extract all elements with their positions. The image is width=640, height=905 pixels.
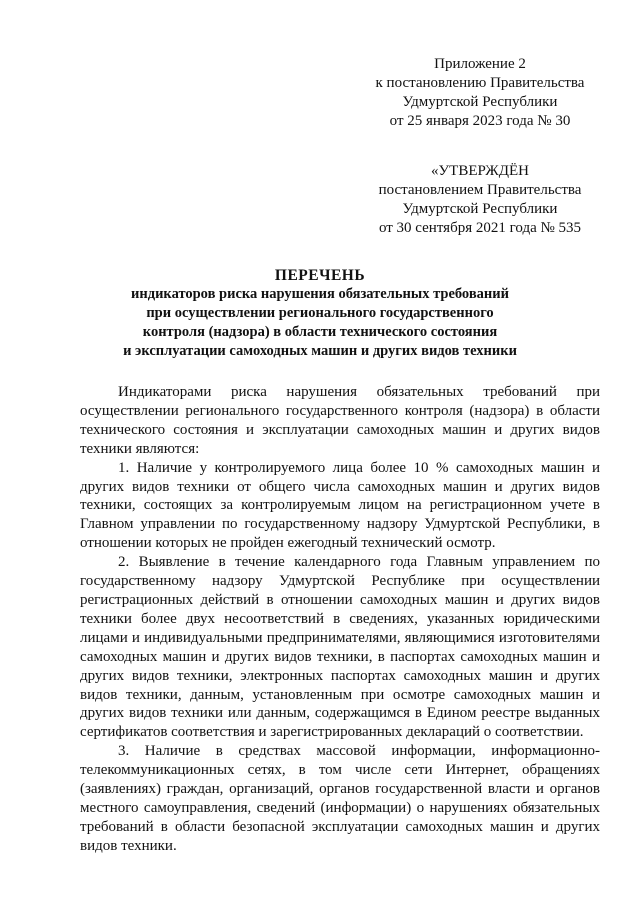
document-title (40, 266, 600, 361)
document-body (80, 383, 600, 856)
list-item: 3. Наличие в средствах массовой информации, информационно-телекоммуникационных сетях, в том числе сети Интернет, обращениях (заявлениях) граждан, организаций, органов государственной власти и органов местного самоуправления, сведений (информации) о нарушениях обязательных требований в области безопасной эксплуатации самоходных машин и других видов техники. (80, 743, 600, 854)
annex-line: от 25 января 2023 года № 30 (389, 113, 571, 129)
approved-line: Удмуртской Республики (402, 201, 558, 217)
title-line: и эксплуатации самоходных машин и других видов техники (123, 343, 517, 359)
title-heading: ПЕРЕЧЕНЬ (274, 267, 366, 284)
title-line: индикаторов риска нарушения обязательных требований (131, 286, 509, 302)
approved-line: «УТВЕРЖДЁН (431, 163, 529, 179)
list-item: 1. Наличие у контролируемого лица более 10 % самоходных машин и других видов техники от общего числа самоходных машин и других видов техники, состоящих за контролируемым лицом на регистрационном учете в Главном управлении по государственному надзору Удмуртской Республики, в отношении которых не пройден ежегодный технический осмотр. (80, 459, 600, 552)
annex-header (360, 55, 600, 131)
approved-line: постановлением Правительства (378, 182, 582, 198)
annex-line: Приложение 2 (434, 56, 526, 72)
approved-line: от 30 сентября 2021 года № 535 (378, 220, 582, 236)
title-line: контроля (надзора) в области технического состояния (142, 324, 498, 340)
title-line: при осуществлении регионального государственного (146, 305, 494, 321)
intro-paragraph: Индикаторами риска нарушения обязательных требований при осуществлении регионального государственного контроля (надзора) в области технического состояния и эксплуатации самоходных машин и других видов техники являются: (80, 384, 600, 457)
annex-line: Удмуртской Республики (402, 94, 558, 110)
annex-line: к постановлению Правительства (375, 75, 585, 91)
list-item: 2. Выявление в течение календарного года Главным управлением по государственному надзору Удмуртской Республике при осуществлении регистрационных действий в отношении самоходных машин и других видов техники более двух несоответствий в сведениях, указанных юридическими лицами и индивидуальными предпринимателями, являющимися изготовителями самоходных машин и других видов техники, в паспортах самоходных машин и других видов техники, электронных паспортах самоходных машин и других видов техники, данным, установленным при осмотре самоходных машин и других видов техники или данным, содержащимся в Едином реестре выданных сертификатов соответствия и зарегистрированных деклараций о соответствии. (80, 554, 600, 741)
approved-stamp (360, 162, 600, 238)
